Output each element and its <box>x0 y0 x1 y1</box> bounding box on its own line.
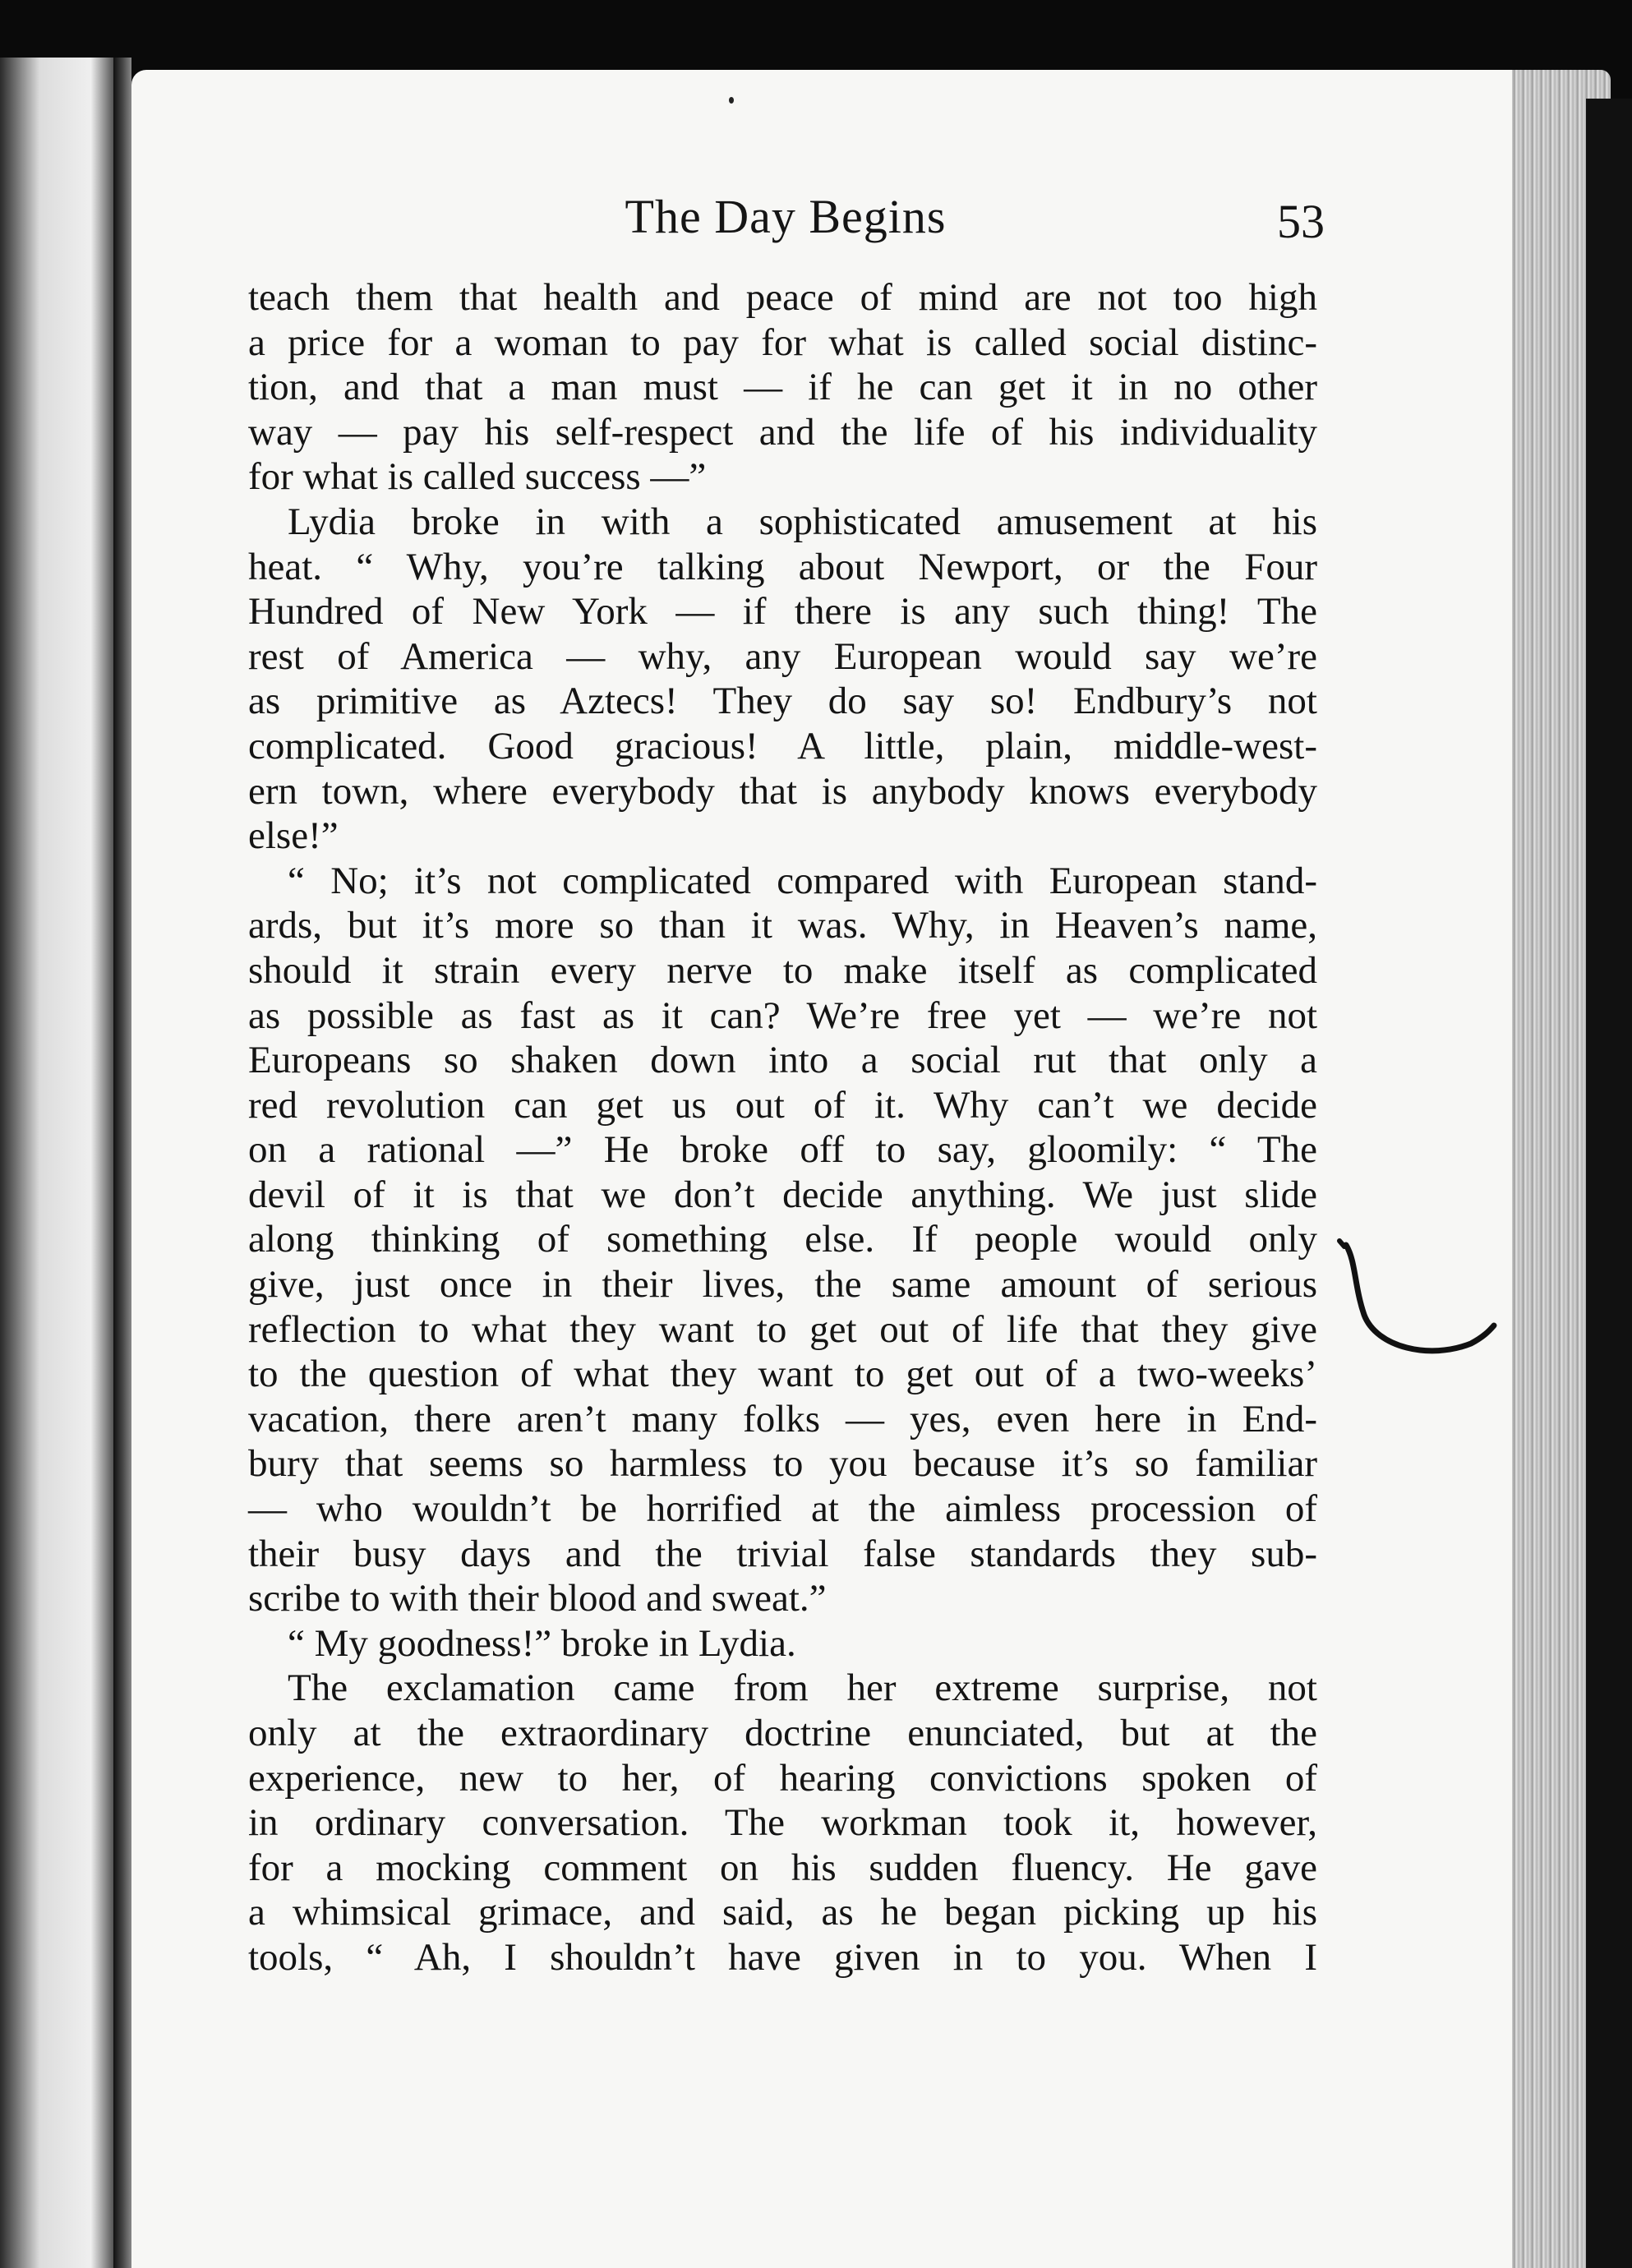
text-line: tion, and that a man must — if he can get it in no other <box>248 366 1317 409</box>
text-line: “ No; it’s not complicated compared with European stand- <box>288 859 1317 902</box>
text-line: bury that seems so harmless to you because it’s so familiar <box>248 1442 1317 1486</box>
text-line: a price for a woman to pay for what is called social distinc- <box>248 320 1317 364</box>
text-line: teach them that health and peace of mind are not too high <box>248 276 1317 319</box>
page-number: 53 <box>1277 195 1325 248</box>
text-line: a whimsical grimace, and said, as he began picking up his <box>248 1891 1317 1934</box>
text-line: to the question of what they want to get out of a two-weeks’ <box>248 1353 1317 1396</box>
text-line: reflection to what they want to get out of life that they give <box>248 1307 1317 1351</box>
scan-border <box>1586 99 1632 2268</box>
text-line: as possible as fast as it can? We’re free yet — we’re not <box>248 993 1317 1037</box>
text-line: else!” <box>248 814 339 858</box>
facing-page-edge <box>0 58 113 2268</box>
text-line: complicated. Good gracious! A little, plain, middle-west- <box>248 724 1317 768</box>
text-line: should it strain every nerve to make itself as complicated <box>248 948 1317 992</box>
text-line: devil of it is that we don’t decide anything. We just slide <box>248 1173 1317 1216</box>
text-line: for a mocking comment on his sudden fluency. He gave <box>248 1846 1317 1889</box>
book-gutter <box>113 58 131 2268</box>
text-line: vacation, there aren’t many folks — yes, even here in End- <box>248 1397 1317 1441</box>
text-line: as primitive as Aztecs! They do say so! Endbury’s not <box>248 680 1317 723</box>
handwritten-margin-mark <box>1331 1228 1512 1381</box>
ink-speck <box>729 97 734 104</box>
text-line: on a rational —” He broke off to say, gloomily: “ The <box>248 1128 1317 1172</box>
text-line: ern town, where everybody that is anybody knows everybody <box>248 769 1317 813</box>
text-line: red revolution can get us out of it. Why can’t we decide <box>248 1083 1317 1127</box>
text-line: for what is called success —” <box>248 455 707 499</box>
body-text <box>248 275 1317 1980</box>
text-line: tools, “ Ah, I shouldn’t have given in to you. When I <box>248 1935 1317 1979</box>
text-line: Lydia broke in with a sophisticated amusement at his <box>288 500 1317 543</box>
running-head <box>247 182 1325 256</box>
text-line: way — pay his self-respect and the life of his individuality <box>248 410 1317 454</box>
text-line: only at the extraordinary doctrine enunciated, but at the <box>248 1712 1317 1754</box>
text-line: their busy days and the trivial false standards they sub- <box>248 1532 1317 1575</box>
text-line: give, just once in their lives, the same amount of serious <box>248 1263 1317 1307</box>
text-line: heat. “ Why, you’re talking about Newport, or the Four <box>248 545 1317 588</box>
text-line: Hundred of New York — if there is any such thing! The <box>248 590 1317 634</box>
text-line: “ My goodness!” broke in Lydia. <box>288 1621 796 1665</box>
text-line: — who wouldn’t be horrified at the aimless procession of <box>248 1487 1317 1531</box>
text-line: Europeans so shaken down into a social rut that only a <box>248 1039 1317 1082</box>
running-head-title: The Day Begins <box>625 190 947 243</box>
text-line: along thinking of something else. If people would only <box>248 1218 1317 1261</box>
text-line: The exclamation came from her extreme surprise, not <box>288 1666 1317 1710</box>
text-line: ards, but it’s more so than it was. Why, in Heaven’s name, <box>248 904 1317 947</box>
text-line: rest of America — why, any European would say we’re <box>248 634 1317 678</box>
text-line: experience, new to her, of hearing convictions spoken of <box>248 1756 1317 1800</box>
text-line: in ordinary conversation. The workman took it, however, <box>248 1801 1317 1845</box>
text-line: scribe to with their blood and sweat.” <box>248 1577 827 1620</box>
